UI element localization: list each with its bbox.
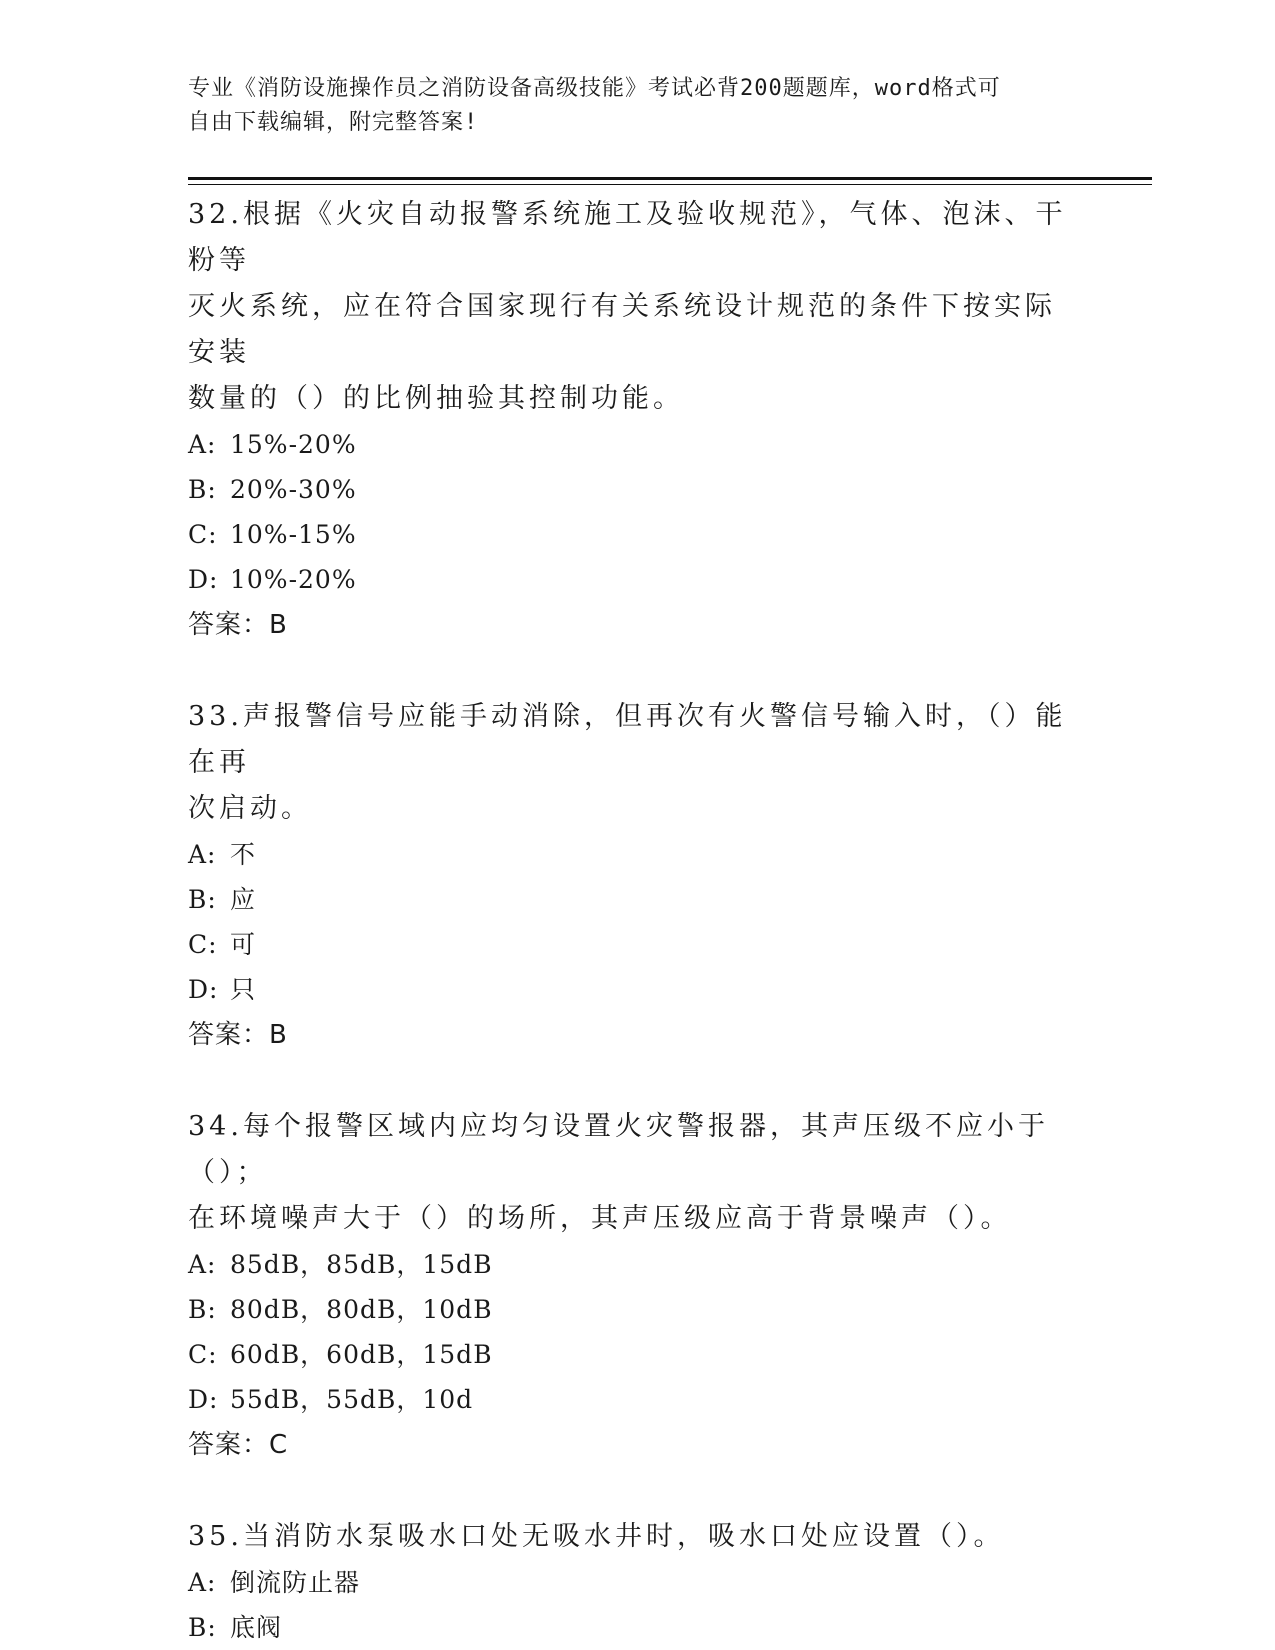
answer-line: 答案：B <box>188 1020 288 1050</box>
option-text: 10%-15% <box>230 520 357 549</box>
option-text: 倒流防止器 <box>230 1568 361 1597</box>
option-c <box>188 512 1088 557</box>
option-d <box>188 967 1088 1012</box>
question-35 <box>188 1514 1088 1650</box>
stem-line: 33.声报警信号应能手动消除，但再次有火警信号输入时，（）能在再 <box>188 701 1067 778</box>
stem-line: 在环境噪声大于（）的场所，其声压级应高于背景噪声（）。 <box>188 1203 1012 1234</box>
option-c <box>188 922 1088 967</box>
option-letter: A: <box>188 840 217 869</box>
header-line-2: 自由下载编辑，附完整答案! <box>188 110 479 135</box>
option-text: 可 <box>230 930 257 959</box>
option-c <box>188 1332 1088 1377</box>
option-letter: B: <box>188 885 217 914</box>
stem-line: 次启动。 <box>188 793 312 824</box>
option-letter: A: <box>188 1250 217 1279</box>
option-b <box>188 1287 1088 1332</box>
option-letter: D: <box>188 1385 219 1414</box>
option-d <box>188 557 1088 602</box>
option-letter: B: <box>188 1295 217 1324</box>
question-list <box>188 192 1088 1650</box>
option-letter: D: <box>188 565 219 594</box>
option-letter: A: <box>188 430 217 459</box>
question-stem <box>188 192 1068 422</box>
question-32 <box>188 192 1088 648</box>
option-text: 不 <box>230 840 257 869</box>
question-34 <box>188 1104 1088 1468</box>
option-text: 15%-20% <box>230 430 357 459</box>
option-text: 60dB，60dB，15dB <box>230 1340 493 1369</box>
option-text: 85dB，85dB，15dB <box>230 1250 493 1279</box>
stem-line: 34.每个报警区域内应均匀设置火灾警报器，其声压级不应小于（）； <box>188 1111 1049 1188</box>
answer-line: 答案：C <box>188 1430 289 1460</box>
option-a <box>188 422 1088 467</box>
option-text: 应 <box>230 885 257 914</box>
stem-line: 灭火系统，应在符合国家现行有关系统设计规范的条件下按实际安装 <box>188 291 1056 368</box>
option-letter: B: <box>188 1613 217 1642</box>
option-letter: D: <box>188 975 219 1004</box>
option-a <box>188 1242 1088 1287</box>
option-text: 20%-30% <box>230 475 357 504</box>
question-33 <box>188 694 1088 1058</box>
question-stem <box>188 1104 1068 1242</box>
header-line-1: 专业《消防设施操作员之消防设备高级技能》考试必背200题题库，word格式可 <box>188 76 1001 101</box>
option-letter: B: <box>188 475 217 504</box>
document-header <box>188 72 1068 140</box>
option-text: 80dB，80dB，10dB <box>230 1295 493 1324</box>
option-text: 底阀 <box>230 1613 283 1642</box>
option-letter: A: <box>188 1568 217 1597</box>
stem-line: 数量的（）的比例抽验其控制功能。 <box>188 383 684 414</box>
option-text: 只 <box>230 975 257 1004</box>
option-letter: C: <box>188 930 218 959</box>
question-stem <box>188 694 1068 832</box>
option-letter: C: <box>188 1340 218 1369</box>
option-text: 10%-20% <box>230 565 357 594</box>
option-b <box>188 467 1088 512</box>
option-text: 55dB，55dB，10d <box>230 1385 474 1414</box>
answer-line: 答案：B <box>188 610 288 640</box>
question-stem <box>188 1514 1068 1560</box>
option-b <box>188 1605 1088 1650</box>
option-a <box>188 832 1088 877</box>
header-divider-thick <box>188 177 1152 180</box>
stem-line: 35.当消防水泵吸水口处无吸水井时，吸水口处应设置（）。 <box>188 1521 1005 1552</box>
option-letter: C: <box>188 520 218 549</box>
header-divider-thin <box>188 184 1152 185</box>
stem-line: 32.根据《火灾自动报警系统施工及验收规范》，气体、泡沫、干粉等 <box>188 199 1067 276</box>
option-b <box>188 877 1088 922</box>
option-d <box>188 1377 1088 1422</box>
option-a <box>188 1560 1088 1605</box>
